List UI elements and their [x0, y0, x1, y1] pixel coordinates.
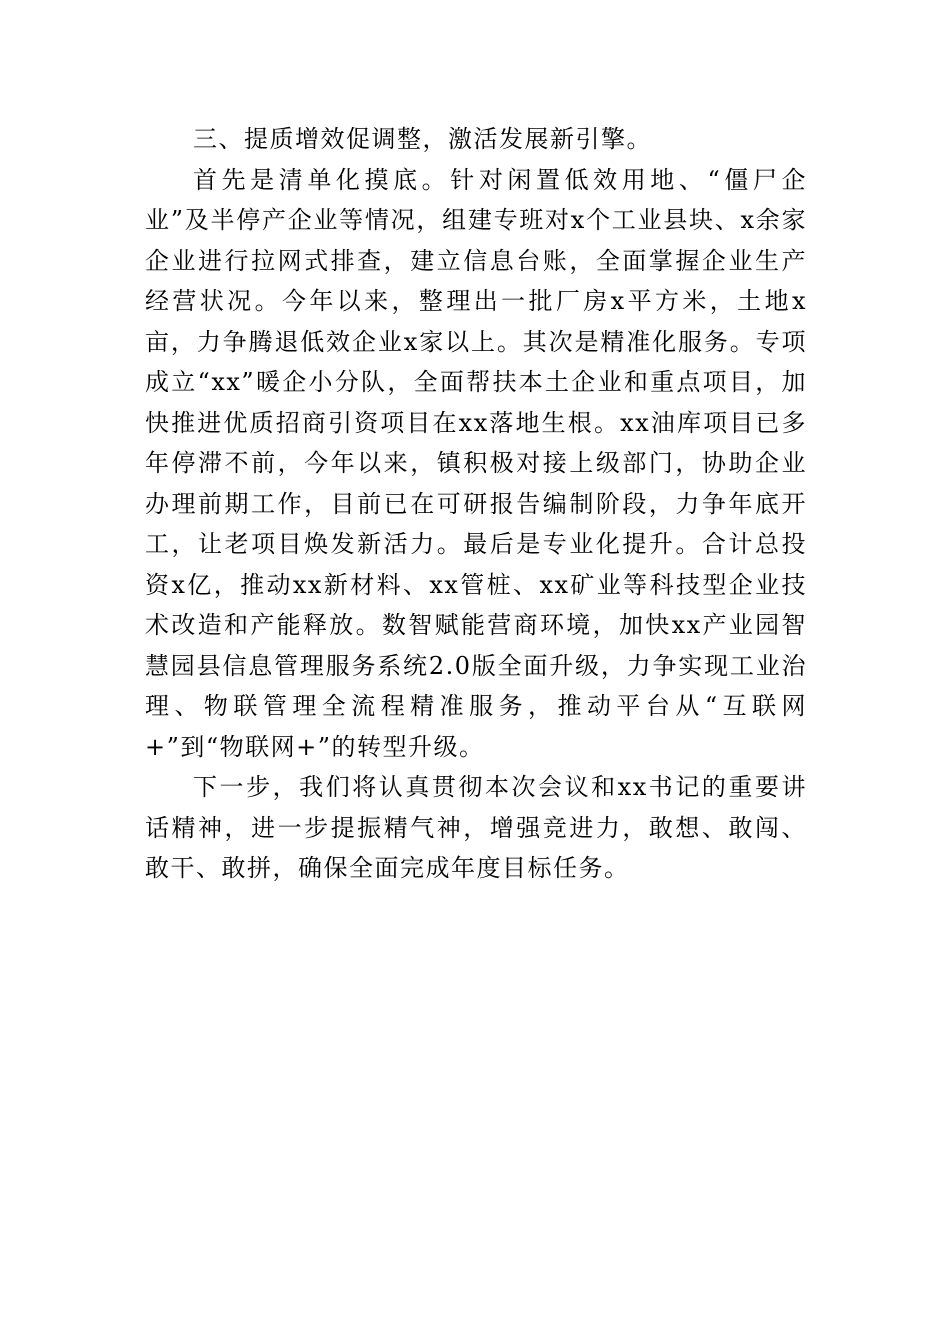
document-body [145, 119, 807, 889]
paragraph: 首先是清单化摸底。针对闲置低效用地、“僵尸企业”及半停产企业等情况，组建专班对x个工业县块、x余家企业进行拉网式排查，建立信息台账，全面掌握企业生产经营状况。今年以来，整理出一批厂房x平方米，土地x亩，力争腾退低效企业x家以上。其次是精准化服务。专项成立“xx”暖企小分队，全面帮扶本土企业和重点项目，加快推进优质招商引资项目在xx落地生根。xx油库项目已多年停滞不前，今年以来，镇积极对接上级部门，协助企业办理前期工作，目前已在可研报告编制阶段，力争年底开工，让老项目焕发新活力。最后是专业化提升。合计总投资x亿，推动xx新材料、xx管桩、xx矿业等科技型企业技术改造和产能释放。数智赋能营商环境，加快xx产业园智慧园县信息管理服务系统2.0版全面升级，力争实现工业治理、物联管理全流程精准服务，推动平台从“互联网+”到“物联网+”的转型升级。 [145, 165, 807, 761]
paragraph: 下一步，我们将认真贯彻本次会议和xx书记的重要讲话精神，进一步提振精气神，增强竞进力，敢想、敢闯、敢干、敢拼，确保全面完成年度目标任务。 [145, 773, 807, 882]
section-heading: 三、提质增效促调整，激活发展新引擎。 [193, 125, 652, 153]
